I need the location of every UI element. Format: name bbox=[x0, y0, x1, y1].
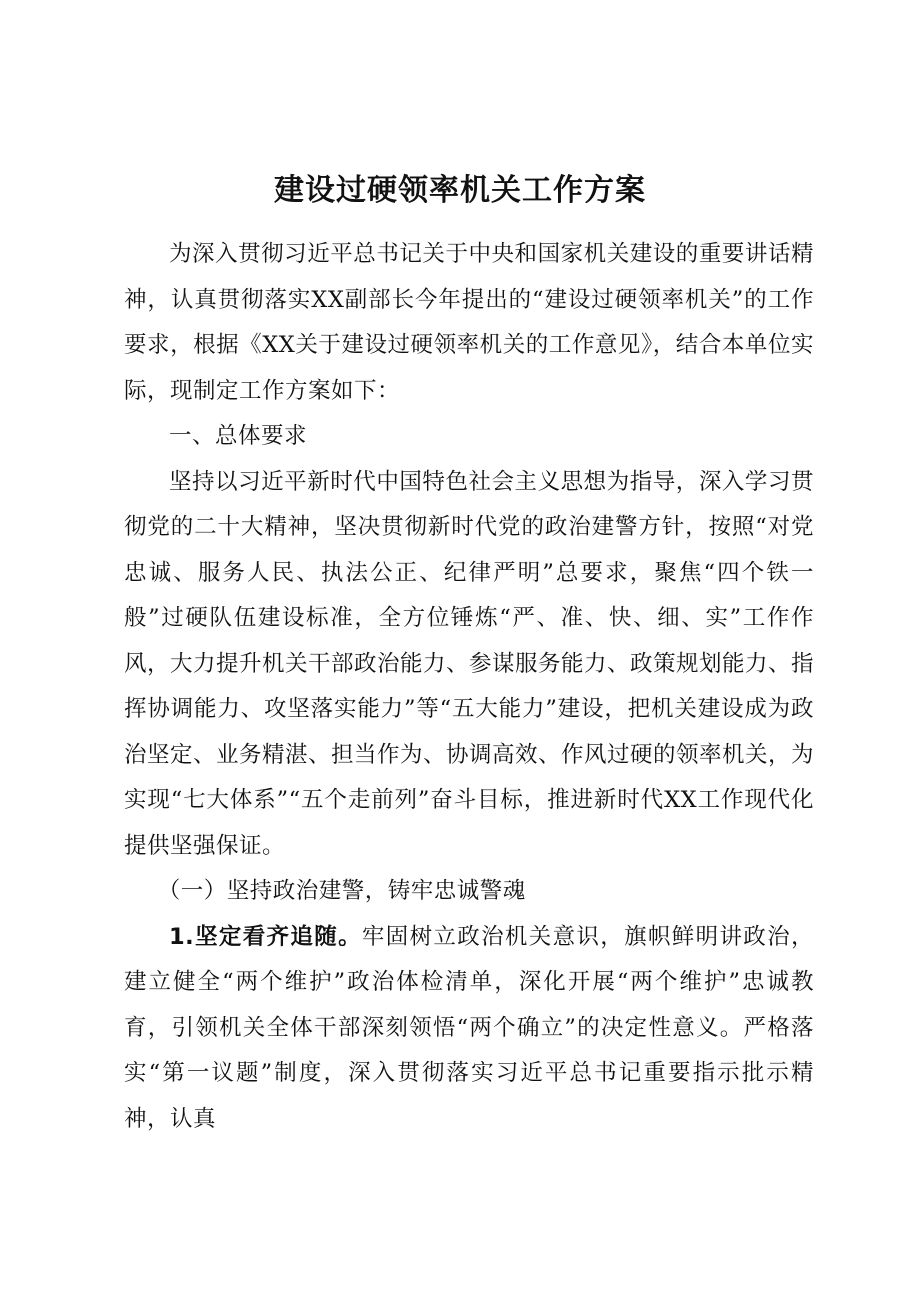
item-1-paragraph bbox=[124, 915, 814, 1143]
document-title: 建设过硬领率机关工作方案 bbox=[274, 173, 646, 208]
intro-paragraph: 为深入贯彻习近平总书记关于中央和国家机关建设的重要讲话精神，认真贯彻落实XX副部长今年提出的“建设过硬领率机关”的工作要求，根据《XX关于建设过硬领率机关的工作意见》，结合本单位实际，现制定工作方案如下： bbox=[124, 241, 814, 404]
item-1-lead: 1.坚定看齐追随。 bbox=[169, 923, 362, 950]
item-1-body: 牢固树立政治机关意识，旗帜鲜明讲政治，建立健全“两个维护”政治体检清单，深化开展“两个维护”忠诚教育，引领机关全体干部深刻领悟“两个确立”的决定性意义。严格落实“第一议题”制度，深入贯彻落实习近平总书记重要指示批示精神，认真 bbox=[124, 923, 814, 1132]
subsection-heading-political-policing: （一）坚持政治建警，铸牢忠诚警魂 bbox=[157, 878, 526, 904]
general-requirements-paragraph: 坚持以习近平新时代中国特色社会主义思想为指导，深入学习贯彻党的二十大精神，坚决贯彻新时代党的政治建警方针，按照“对党忠诚、服务人民、执法公正、纪律严明”总要求，聚焦“四个铁一般”过硬队伍建设标准，全方位锤炼“严、准、快、细、实”工作作风，大力提升机关干部政治能力、参谋服务能力、政策规划能力、指挥协调能力、攻坚落实能力”等“五大能力”建设，把机关建设成为政治坚定、业务精湛、担当作为、协调高效、作风过硬的领率机关，为实现“七大体系”“五个走前列”奋斗目标，推进新时代XX工作现代化提供坚强保证。 bbox=[124, 468, 815, 859]
section-heading-general-requirements: 一、总体要求 bbox=[169, 423, 308, 449]
document-body bbox=[124, 232, 814, 1142]
